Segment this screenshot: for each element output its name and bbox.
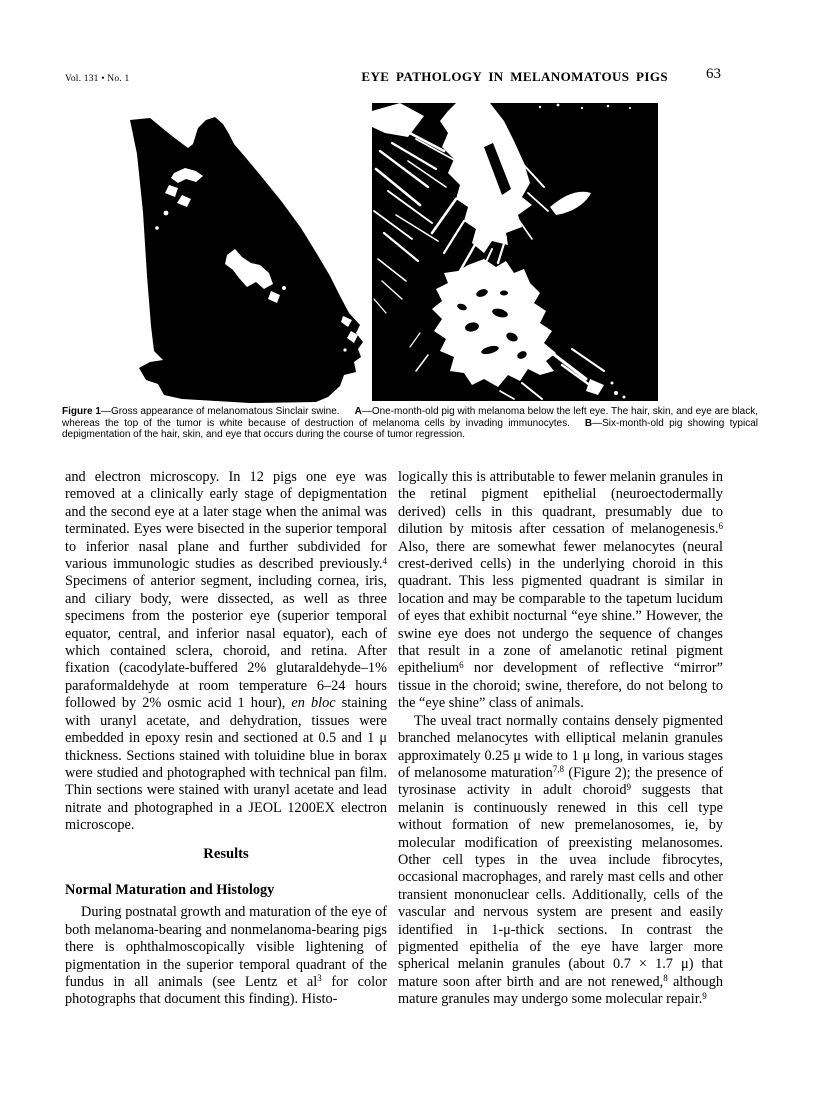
results-paragraph-start: During postnatal growth and maturation of the eye of both melanoma-bearing and nonmelanoma-bearing pigs there is ophthalmoscopically visible lightening of pigmentation in the superior temporal quadrant of the fundus in all animals (see Lentz et $al^3$ for color photographs that document this finding). Histo- (65, 904, 387, 1008)
right-column (398, 469, 723, 1009)
subsection-heading: Normal Maturation and Histology (65, 881, 275, 898)
results-heading: Results (203, 845, 249, 862)
methods-paragraph: and electron microscopy. In 12 pigs one eye was removed at a clinically early stage of depigmentation and the second eye at a later stage when the animal was terminated. Eyes were bisected in the superior temporal to inferior nasal plane and further subdivided for various immunologic studies as described previously.$^4$ Specimens of anterior segment, including cornea, iris, and ciliary body, were dissected, as well as three specimens from the posterior eye (superior temporal equator, central, and inferior nasal equator), each of which contained sclera, choroid, and retina. After fixation (cacodylate-buffered 2% glutaraldehyde–1% paraformaldehyde at room temperature 6–24 hours followed by 2% osmic acid 1 hour), en bloc staining with uranyl acetate, and dehydration, tissues were embedded in epoxy resin and sectioned at 0.5 and 1 μ thickness. Sections stained with toluidine blue in borax were studied and photographed with technical pan film. Thin sections were stained with uranyl acetate and lead nitrate and photographed in a JEOL 1200EX electron microscope. (65, 469, 387, 834)
uveal-tract-paragraph: The uveal tract normally contains densely pigmented branched melanocytes with elliptical melanin granules approximately 0.25 μ wide to 1 μ long, in various stages of melanosome maturation$^{7,8}$ (Figure 2); the presence of tyrosinase activity in adult choroid$^9$ suggests that melanin is continuously renewed in this cell type without formation of new premelanosomes, ie, by molecular modification of preexisting melanosomes. Other cell types in the uvea include fibrocytes, occasional macrophages, and rarely mast cells and other transient mononuclear cells. Additionally, cells of the vascular and nervous system are present and easily identified in 1-μ-thick sections. In contrast the pigmented epithelia of the eye have larger more spherical melanin granules (about 0.7 × 1.7 μ) that mature soon after birth and are not renewed,$^8$ although mature granules may undergo some molecular repair.$^9$ (398, 712, 723, 1008)
left-column (65, 469, 387, 1009)
page-number: 63 (706, 66, 721, 82)
running-title: EYE PATHOLOGY IN MELANOMATOUS PIGS (361, 69, 668, 84)
figure-1b-photo (372, 103, 658, 401)
figure-1-caption: Figure 1—Gross appearance of melanomatous Sinclair swine. A—One-month-old pig with melanoma below the left eye. The hair, skin, and eye are black, whereas the top of the tumor is white because of destruction of melanoma cells by invading immunocytes. B—Six-month-old pig showing typical depigmentation of the hair, skin, and eye that occurs during the course of tumor regression. (62, 406, 758, 441)
figure-1a-photo (130, 116, 364, 403)
results-paragraph-continued: logically this is attributable to fewer melanin granules in the retinal pigment epithelial (neuroectodermally derived) cells in this quadrant, presumably due to dilution by mitosis after cessation of melanogenesis.$^6$ Also, there are somewhat fewer melanocytes (neural crest-derived cells) in the underlying choroid in this quadrant. This less pigmented quadrant is similar in location and may be comparable to the tapetum lucidum of eyes that exhibit nocturnal “eye shine.” However, the swine eye does not undergo the sequence of changes that result in a zone of amelanotic retinal pigment epithelium$^6$ nor development of reflective “mirror” tissue in the choroid; swine, therefore, do not belong to the “eye shine” class of animals. (398, 469, 723, 712)
volume-issue-label: Vol. 131 • No. 1 (65, 74, 130, 84)
